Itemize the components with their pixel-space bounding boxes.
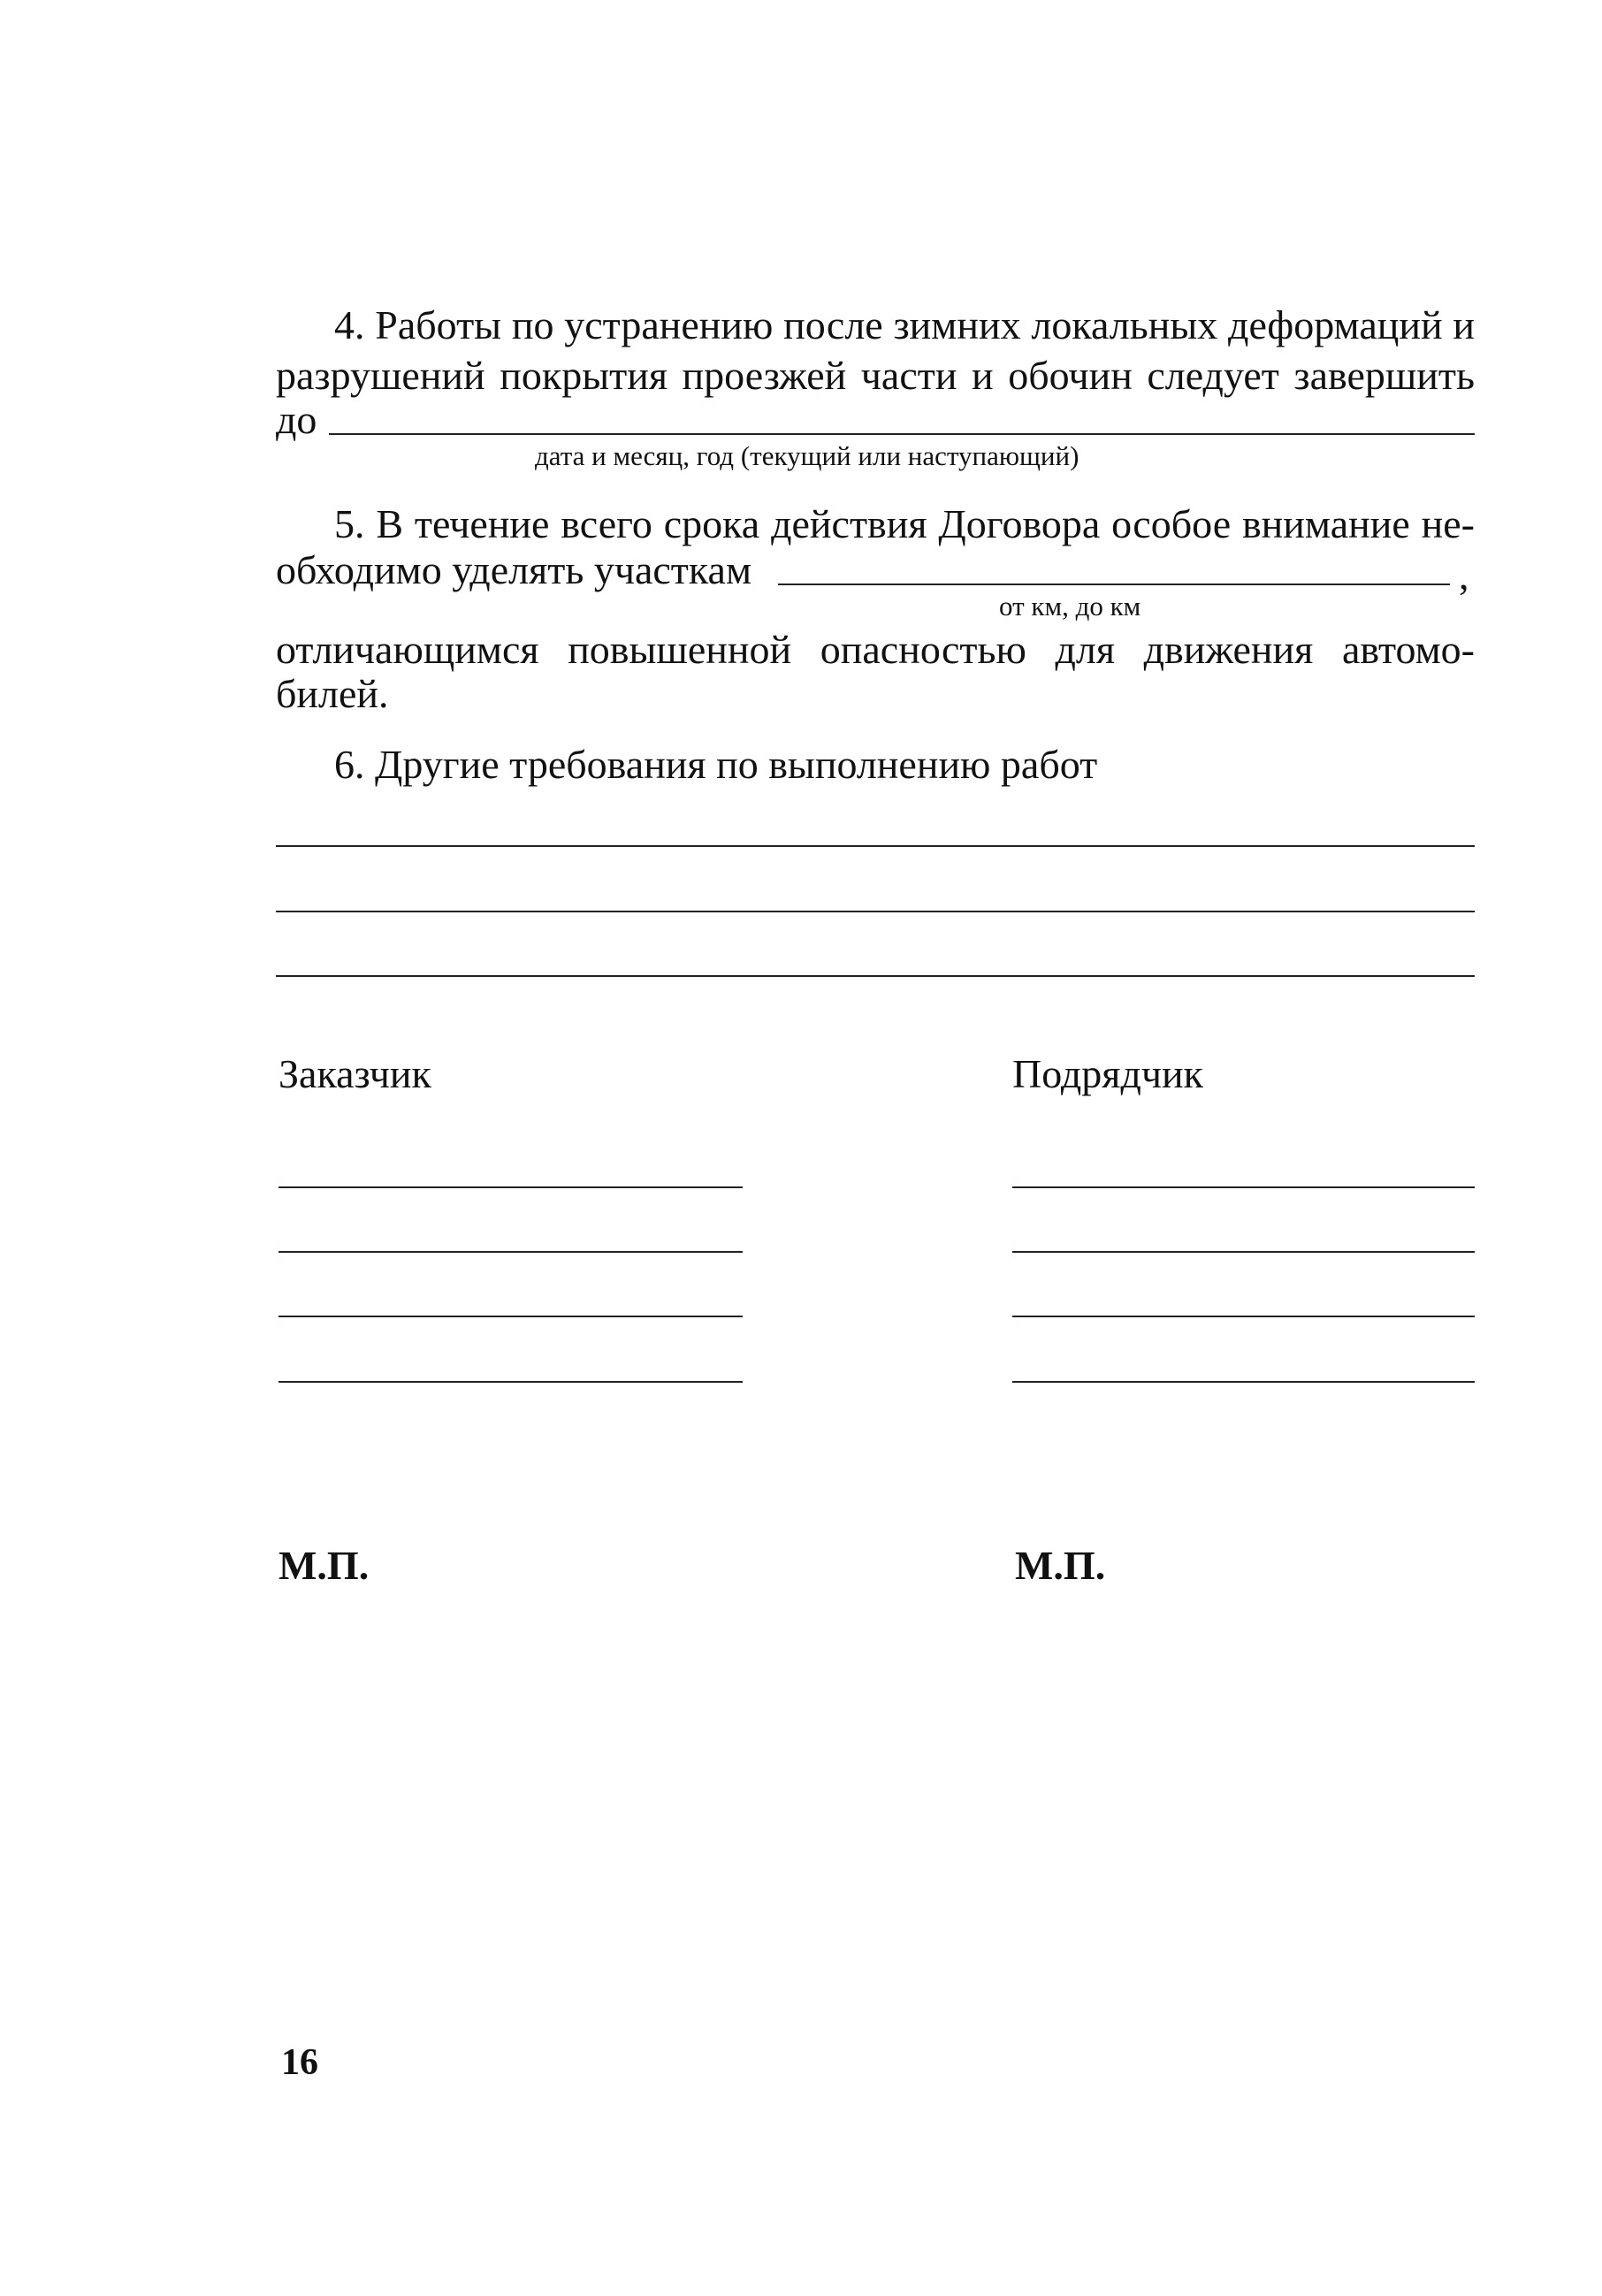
customer-sign-line-1[interactable]	[278, 1186, 743, 1188]
item5-line2: обходимо уделять участкам	[276, 547, 752, 592]
contractor-sign-line-3[interactable]	[1012, 1316, 1475, 1317]
item4-date-caption: дата и месяц, год (текущий или наступающий)	[535, 440, 1079, 471]
contractor-seal-label: М.П.	[1015, 1543, 1106, 1588]
item4-line2: разрушений покрытия проезжей части и обочин следует завершить	[276, 353, 1475, 398]
item5-line4: билей.	[276, 671, 389, 716]
item4-prefix: до	[276, 397, 317, 442]
item5-km-caption: от км, до км	[999, 591, 1141, 622]
page-number: 16	[281, 2042, 318, 2083]
item5-line1: 5. В течение всего срока действия Договора особое внимание не-	[334, 501, 1475, 546]
customer-seal-label: М.П.	[278, 1543, 370, 1588]
customer-sign-line-2[interactable]	[278, 1251, 743, 1253]
item6-blank-3[interactable]	[276, 975, 1475, 977]
item6-blank-1[interactable]	[276, 845, 1475, 847]
item5-line3: отличающимся повышенной опасностью для движения автомо-	[276, 627, 1475, 672]
contractor-sign-line-4[interactable]	[1012, 1381, 1475, 1383]
item6-blank-2[interactable]	[276, 911, 1475, 912]
contractor-sign-line-1[interactable]	[1012, 1186, 1475, 1188]
contractor-label: Подрядчик	[1012, 1051, 1203, 1096]
item6-line1: 6. Другие требования по выполнению работ	[334, 742, 1098, 787]
contractor-sign-line-2[interactable]	[1012, 1251, 1475, 1253]
item4-line1: 4. Работы по устранению после зимних локальных деформаций и	[334, 302, 1475, 347]
item5-section-blank[interactable]	[778, 584, 1450, 585]
customer-sign-line-4[interactable]	[278, 1381, 743, 1383]
customer-sign-line-3[interactable]	[278, 1316, 743, 1317]
item4-date-blank[interactable]	[329, 433, 1475, 435]
item5-comma: ,	[1459, 553, 1469, 598]
customer-label: Заказчик	[278, 1051, 431, 1096]
